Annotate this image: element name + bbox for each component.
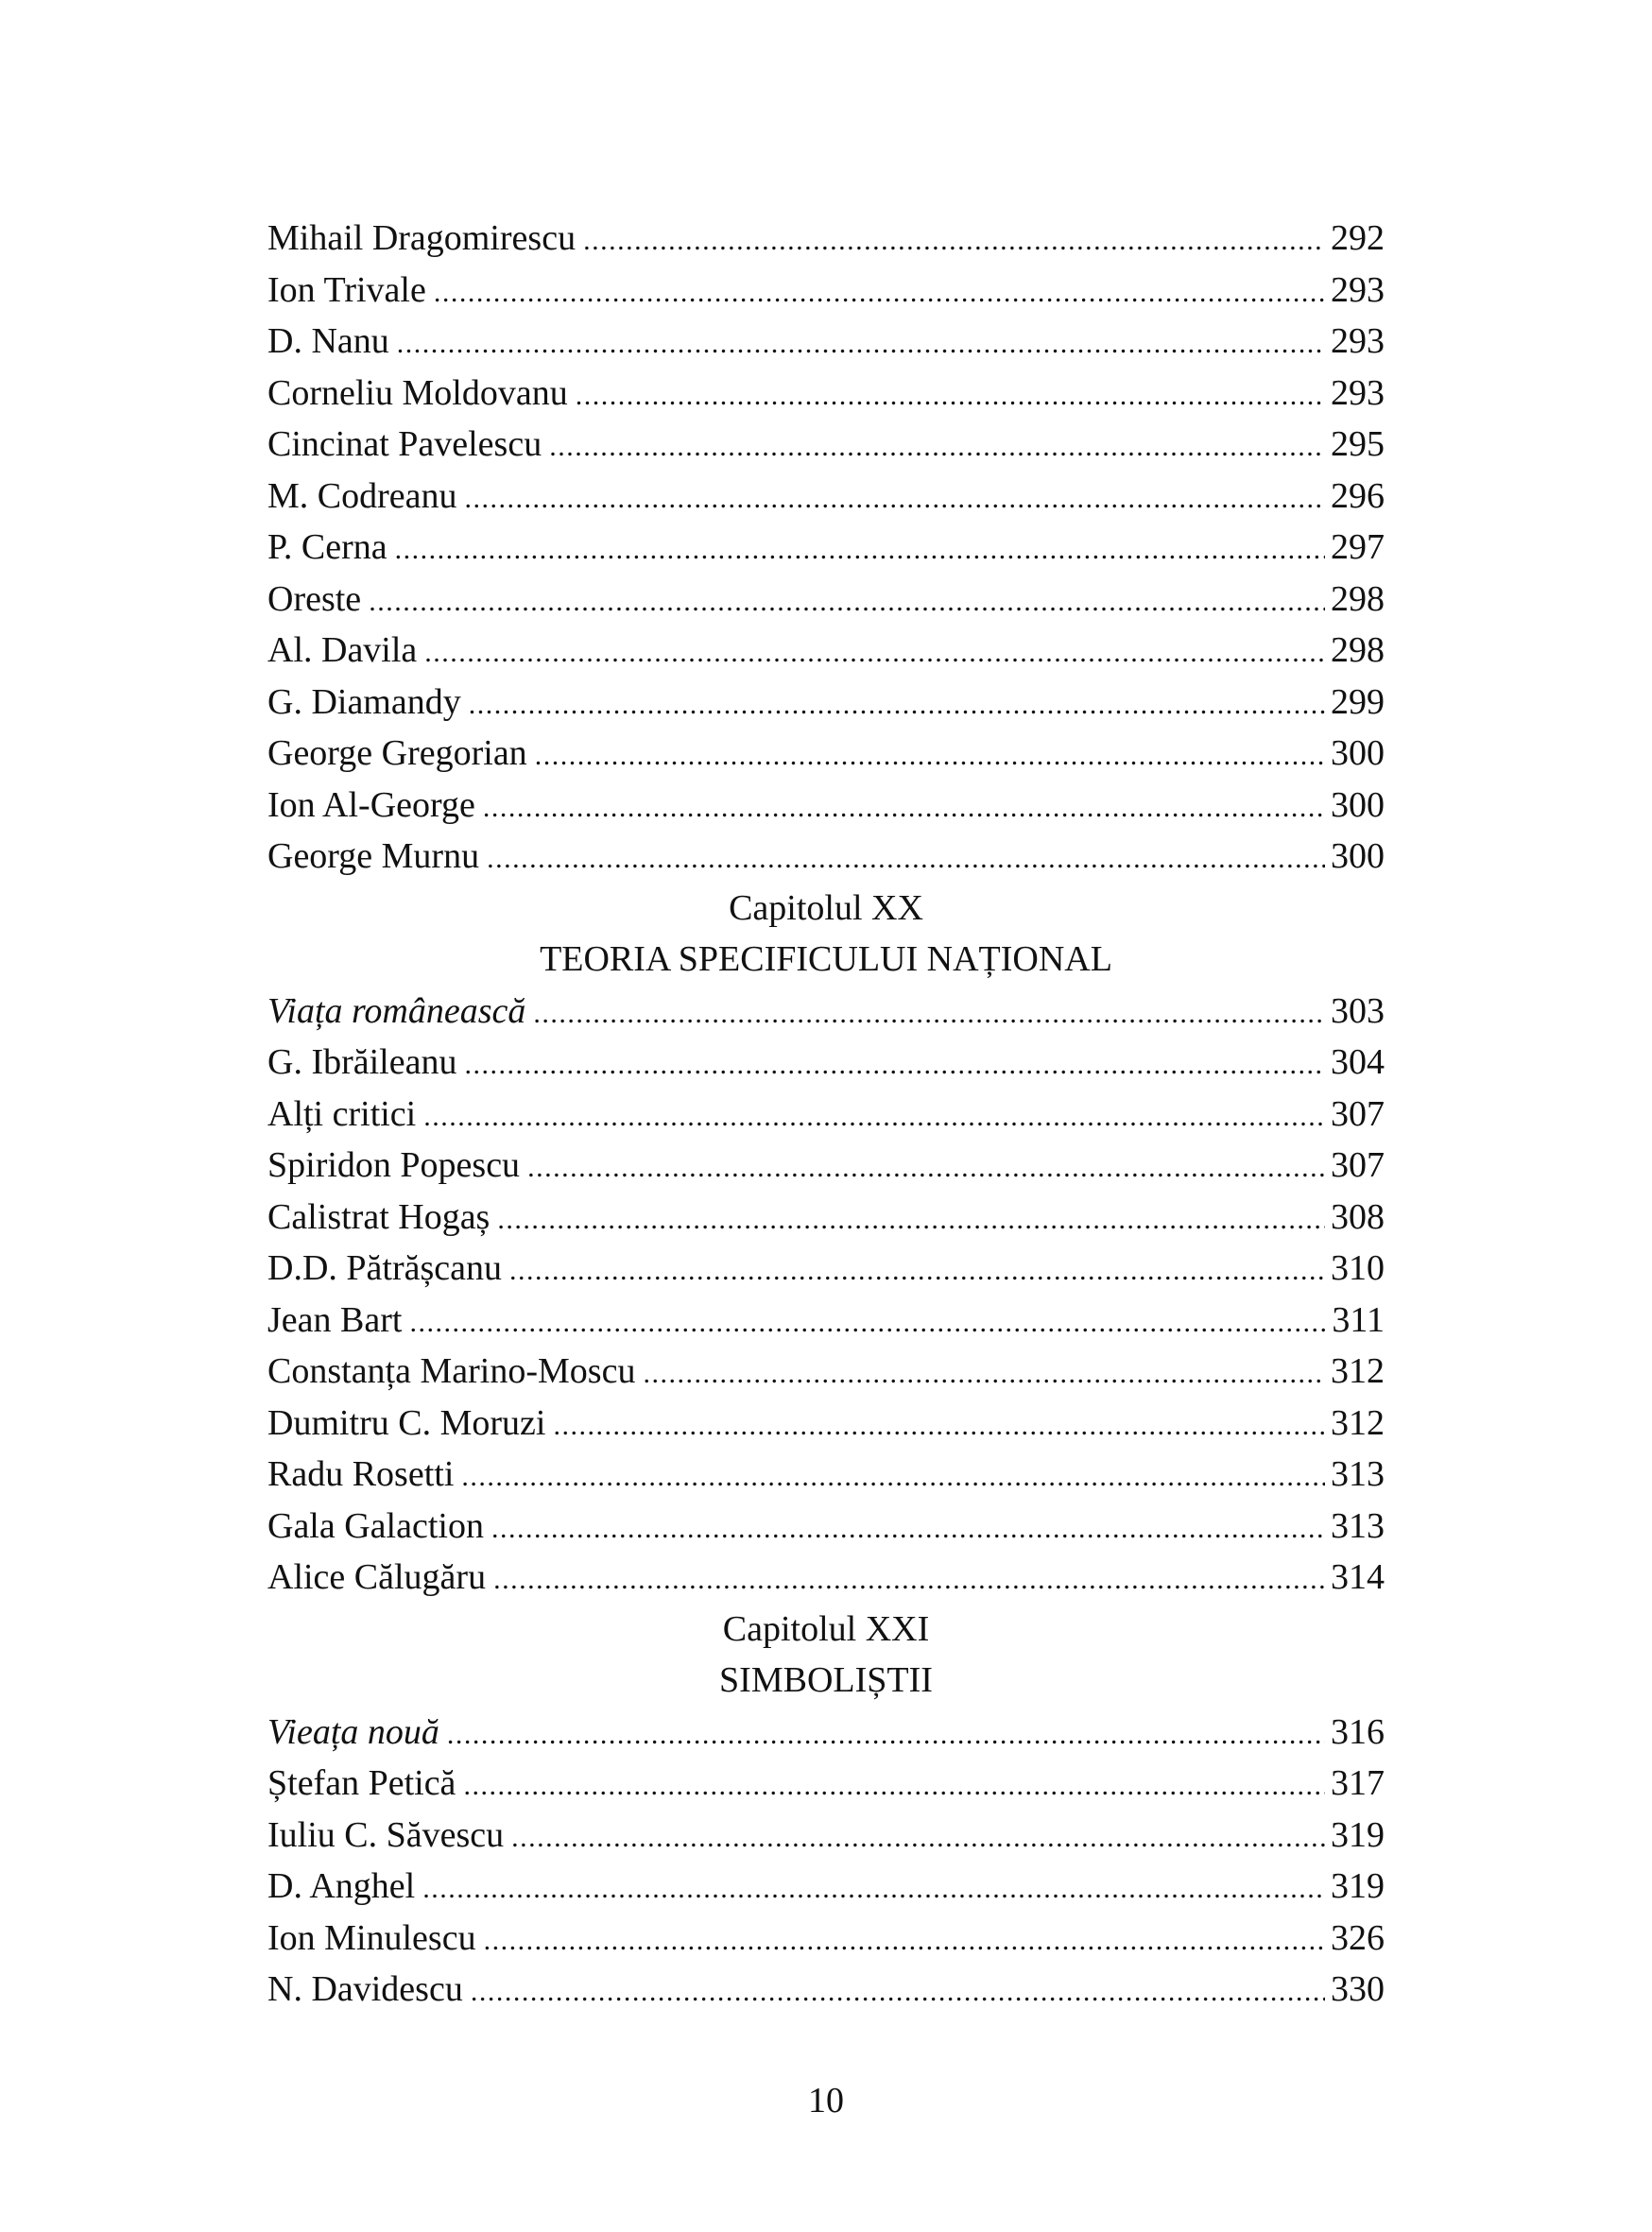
- entry-page: 292: [1331, 218, 1385, 258]
- entry-page: 312: [1331, 1402, 1385, 1443]
- entry-title: George Murnu: [267, 836, 480, 876]
- dot-leader: [487, 833, 1325, 885]
- entry-title: George Gregorian: [267, 733, 527, 773]
- entry-page: 313: [1331, 1454, 1385, 1494]
- entry-page: 312: [1331, 1351, 1385, 1391]
- entry-page: 297: [1331, 527, 1385, 567]
- dot-leader: [583, 215, 1325, 267]
- dot-leader: [369, 576, 1325, 628]
- dot-leader: [422, 1863, 1325, 1915]
- entry-title: Constanța Marino-Moscu: [267, 1351, 636, 1391]
- entry-page: 326: [1331, 1917, 1385, 1958]
- dot-leader: [397, 318, 1325, 370]
- entry-title: Ion Minulescu: [267, 1917, 476, 1958]
- toc-entry: [267, 1346, 1385, 1398]
- entry-title: Corneliu Moldovanu: [267, 372, 568, 413]
- dot-leader: [527, 1142, 1325, 1194]
- toc-entry: [267, 986, 1385, 1038]
- dot-leader: [491, 1503, 1325, 1555]
- dot-leader: [469, 679, 1325, 731]
- dot-leader: [497, 1194, 1325, 1246]
- entry-page: 300: [1331, 733, 1385, 773]
- dot-leader: [493, 1554, 1325, 1606]
- dot-leader: [549, 421, 1325, 473]
- chapter-label: Capitolul XX: [729, 887, 923, 928]
- entry-page: 313: [1331, 1505, 1385, 1546]
- entry-page: 298: [1331, 630, 1385, 670]
- entry-title: Gala Galaction: [267, 1505, 484, 1546]
- table-of-contents: [267, 213, 1385, 2016]
- entry-title: D. Nanu: [267, 321, 389, 361]
- chapter-title: SIMBOLIȘTII: [719, 1660, 933, 1700]
- entry-page: 296: [1331, 475, 1385, 516]
- toc-entry: [267, 1398, 1385, 1450]
- dot-leader: [461, 1451, 1325, 1503]
- chapter-label: Capitolul XXI: [722, 1608, 930, 1649]
- toc-entry: [267, 1913, 1385, 1965]
- entry-title: Radu Rosetti: [267, 1454, 455, 1494]
- entry-page: 308: [1331, 1196, 1385, 1237]
- toc-entry: [267, 625, 1385, 677]
- entry-title: M. Codreanu: [267, 475, 457, 516]
- entry-title: Viața românească: [267, 990, 526, 1031]
- entry-title: Jean Bart: [267, 1299, 403, 1340]
- entry-title: Dumitru C. Moruzi: [267, 1402, 546, 1443]
- dot-leader: [409, 1297, 1326, 1349]
- dot-leader: [511, 1812, 1325, 1864]
- entry-title: G. Diamandy: [267, 681, 461, 722]
- entry-title: Mihail Dragomirescu: [267, 218, 576, 258]
- toc-entry: [267, 368, 1385, 420]
- dot-leader: [447, 1709, 1325, 1761]
- dot-leader: [535, 730, 1325, 782]
- entry-page: 299: [1331, 681, 1385, 722]
- dot-leader: [483, 782, 1325, 834]
- toc-entry: [267, 265, 1385, 317]
- entry-page: 316: [1331, 1711, 1385, 1752]
- entry-page: 300: [1331, 784, 1385, 825]
- dot-leader: [533, 988, 1325, 1040]
- entry-title: D. Anghel: [267, 1866, 416, 1906]
- entry-page: 307: [1331, 1145, 1385, 1185]
- dot-leader: [484, 1915, 1325, 1967]
- dot-leader: [576, 370, 1325, 422]
- entry-page: 307: [1331, 1093, 1385, 1134]
- toc-entry: [267, 522, 1385, 574]
- dot-leader: [643, 1348, 1325, 1400]
- toc-entry: [267, 419, 1385, 471]
- entry-page: 293: [1331, 372, 1385, 413]
- page-number: 10: [808, 2081, 844, 2120]
- toc-entry: [267, 1140, 1385, 1192]
- entry-page: 317: [1331, 1763, 1385, 1803]
- toc-entry: [267, 1861, 1385, 1913]
- entry-title: N. Davidescu: [267, 1969, 463, 2009]
- toc-entry: [267, 1243, 1385, 1295]
- entry-title: G. Ibrăileanu: [267, 1042, 457, 1082]
- entry-page: 319: [1331, 1814, 1385, 1855]
- entry-page: 314: [1331, 1557, 1385, 1597]
- entry-page: 298: [1331, 578, 1385, 619]
- entry-title: Ion Trivale: [267, 269, 426, 310]
- dot-leader: [471, 1966, 1325, 2018]
- dot-leader: [553, 1400, 1325, 1452]
- entry-title: D.D. Pătrășcanu: [267, 1248, 502, 1288]
- toc-entry: [267, 677, 1385, 729]
- entry-title: Ion Al-George: [267, 784, 475, 825]
- toc-entry: [267, 1501, 1385, 1553]
- entry-title: Vieața nouă: [267, 1711, 439, 1752]
- entry-title: Al. Davila: [267, 630, 418, 670]
- dot-leader: [509, 1245, 1325, 1297]
- entry-page: 293: [1331, 321, 1385, 361]
- toc-entry: [267, 780, 1385, 832]
- toc-entry: [267, 1089, 1385, 1141]
- dot-leader: [464, 1039, 1325, 1091]
- toc-entry: [267, 1295, 1385, 1347]
- dot-leader: [465, 473, 1325, 525]
- toc-entry: [267, 471, 1385, 523]
- entry-title: Ștefan Petică: [267, 1763, 456, 1803]
- entry-page: 330: [1331, 1969, 1385, 2009]
- entry-title: Cincinat Pavelescu: [267, 424, 542, 464]
- chapter-title: TEORIA SPECIFICULUI NAȚIONAL: [540, 939, 1112, 979]
- toc-entry: [267, 1192, 1385, 1244]
- entry-title: Calistrat Hogaș: [267, 1196, 490, 1237]
- dot-leader: [395, 524, 1325, 576]
- toc-entry: [267, 1037, 1385, 1089]
- entry-title: Alice Călugăru: [267, 1557, 487, 1597]
- toc-entry: [267, 213, 1385, 265]
- dot-leader: [434, 267, 1325, 319]
- dot-leader: [423, 1091, 1325, 1143]
- toc-entry: [267, 1964, 1385, 2016]
- toc-entry: [267, 1707, 1385, 1759]
- toc-entry: [267, 1552, 1385, 1604]
- entry-page: 319: [1331, 1866, 1385, 1906]
- toc-entry: [267, 831, 1385, 883]
- entry-page: 300: [1331, 836, 1385, 876]
- entry-page: 295: [1331, 424, 1385, 464]
- entry-page: 310: [1331, 1248, 1385, 1288]
- entry-title: Oreste: [267, 578, 362, 619]
- toc-entry: [267, 1449, 1385, 1501]
- entry-page: 304: [1331, 1042, 1385, 1082]
- entry-page: 303: [1331, 990, 1385, 1031]
- dot-leader: [463, 1760, 1325, 1812]
- entry-title: Iuliu C. Săvescu: [267, 1814, 505, 1855]
- entry-title: P. Cerna: [267, 527, 387, 567]
- entry-title: Alți critici: [267, 1093, 417, 1134]
- toc-entry: [267, 1810, 1385, 1862]
- toc-entry: [267, 1758, 1385, 1810]
- entry-page: 311: [1332, 1299, 1385, 1340]
- toc-entry: [267, 574, 1385, 626]
- entry-title: Spiridon Popescu: [267, 1145, 521, 1185]
- dot-leader: [424, 627, 1325, 679]
- toc-entry: [267, 316, 1385, 368]
- entry-page: 293: [1331, 269, 1385, 310]
- toc-entry: [267, 728, 1385, 780]
